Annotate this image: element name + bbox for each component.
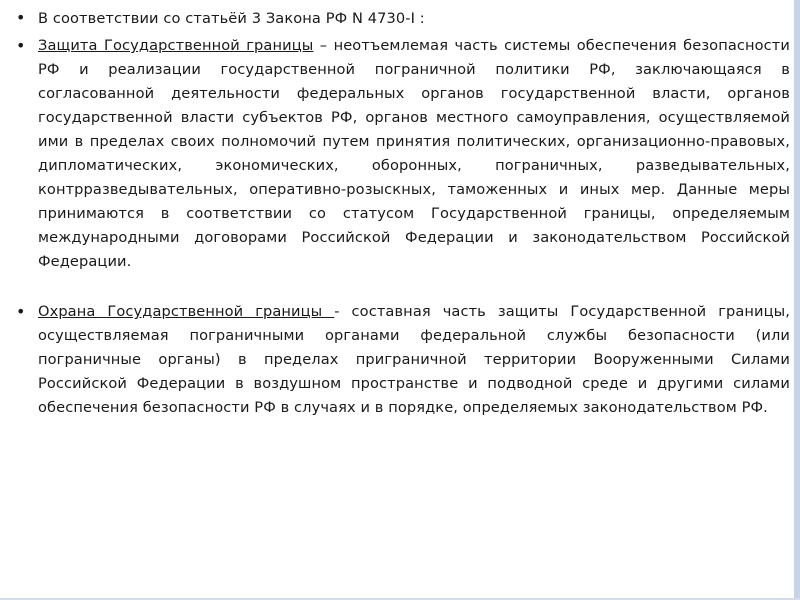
slide-content (12, 6, 790, 420)
bullet-border-guard-definition (12, 300, 790, 420)
bullet-border-protection-definition (12, 34, 790, 274)
slide-right-border (794, 0, 800, 600)
border-guard-text: - составная часть защиты Государственной границы, осуществляемая пограничными органами федеральной службы безопасности (или пограничные органы) в пределах приграничной территории Вооруженными Силами Российской Федерации в воздушном пространстве и подводной среде и другими силами обеспечения безопасности РФ в случаях и в порядке, определяемых законодательством РФ. (38, 303, 790, 416)
border-protection-text: – неотъемлемая часть системы обеспечения безопасности РФ и реализации государственной пограничной политики РФ, заключающаяся в согласованной деятельности федеральных органов государственной власти, органов государственной власти субъектов РФ, органов местного самоуправления, осуществляемой ими в пределах своих полномочий путем принятия политических, организационно-правовых, дипломатических, экономических, оборонных, пограничных, разведывательных, контрразведывательных, оперативно-розыскных, таможенных и иных мер. Данные меры принимаются в соответствии со статусом Государственной границы, определяемым международными договорами Российской Федерации и законодательством Российской Федерации. (38, 37, 790, 270)
border-guard-paragraph (38, 300, 790, 420)
border-guard-term: Охрана Государственной границы (38, 303, 335, 320)
bullet-intro-text (38, 6, 790, 32)
bullet-dot-icon: • (16, 36, 26, 55)
border-protection-term: Защита Государственной границы (38, 37, 314, 54)
bullet-intro (12, 6, 790, 32)
bullet-dot-icon: • (16, 8, 26, 27)
intro-text: В соответствии со статьёй 3 Закона РФ N 4730-I : (38, 10, 425, 27)
border-protection-paragraph (38, 34, 790, 274)
bullet-dot-icon: • (16, 302, 26, 321)
